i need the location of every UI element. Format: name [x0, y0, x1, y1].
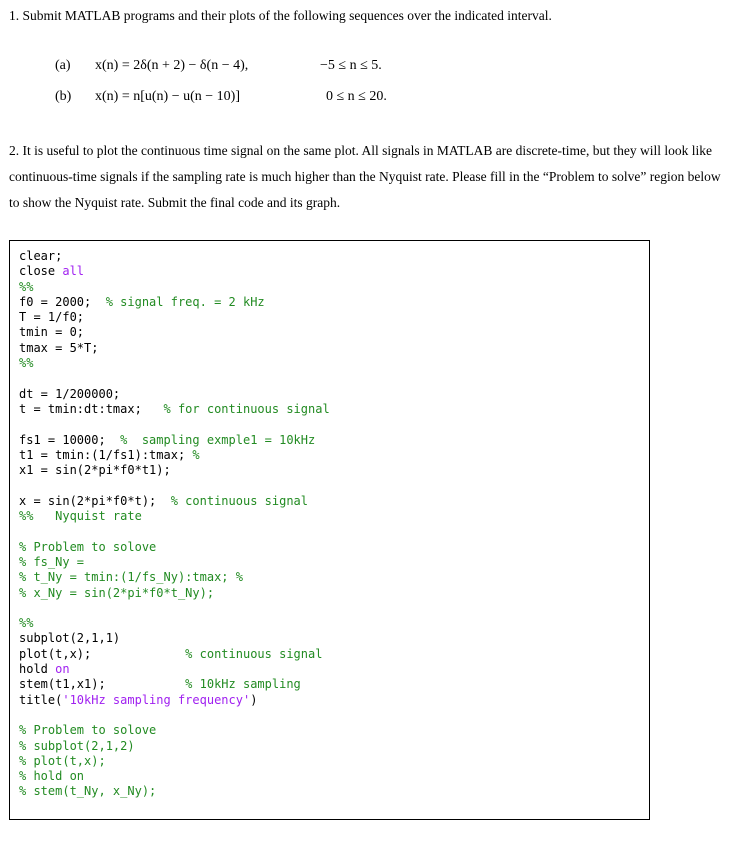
code-text: clear;: [19, 249, 63, 263]
code-line: [19, 708, 330, 723]
code-text: tmax = 5*T;: [19, 340, 99, 355]
code-text: hold: [19, 662, 56, 677]
code-line: [19, 754, 330, 769]
code-text: stem(t1,x1);: [19, 677, 186, 692]
code-text: x1 = sin(2*pi*f0*t1);: [19, 463, 171, 478]
code-line: [19, 540, 330, 555]
code-line: [19, 647, 330, 662]
code-comment: %%: [19, 616, 34, 631]
code-keyword: all: [62, 264, 85, 279]
question-1-text: 1. Submit MATLAB programs and their plots of the following sequences over the indicated interval.: [9, 8, 552, 23]
code-comment: %: [192, 447, 200, 462]
code-text: dt = 1/200000;: [19, 386, 121, 401]
equation-b-formula: x(n) = n[u(n) − u(n − 10)]: [95, 89, 240, 104]
code-line: [19, 570, 330, 585]
code-line: [19, 723, 330, 738]
code-line: [19, 402, 330, 417]
code-comment: % signal freq. = 2 kHz: [105, 294, 265, 309]
code-text: plot(t,x);: [19, 646, 186, 661]
code-text: subplot(2,1,1): [19, 631, 121, 646]
code-line: [19, 280, 330, 295]
code-line: [19, 601, 330, 616]
code-line: [19, 310, 330, 325]
code-line: [19, 739, 330, 754]
code-text: t1 = tmin:(1/fs1):tmax;: [19, 447, 193, 462]
code-text: title(: [19, 692, 63, 707]
code-comment: %%: [19, 356, 34, 371]
code-text: x = sin(2*pi*f0*t);: [19, 493, 171, 508]
equation-a: [48, 42, 382, 74]
code-line: [19, 616, 330, 631]
code-line: [19, 631, 330, 646]
code-comment: % subplot(2,1,2): [19, 738, 135, 753]
code-comment: % x_Ny = sin(2*pi*f0*t_Ny);: [19, 585, 215, 600]
code-line: [19, 463, 330, 478]
code-line: [19, 784, 330, 799]
code-line: [19, 249, 330, 264]
code-line: [19, 677, 330, 692]
code-keyword: on: [55, 662, 70, 677]
code-box: [9, 240, 650, 820]
code-comment: % stem(t_Ny, x_Ny);: [19, 784, 157, 799]
code-comment: % sampling exmple1 = 10kHz: [120, 432, 316, 447]
equation-b-range: 0 ≤ n ≤ 20.: [326, 89, 387, 104]
code-comment: % for continuous signal: [163, 401, 330, 416]
code-line: [19, 341, 330, 356]
code-line: [19, 433, 330, 448]
code-line: [19, 555, 330, 570]
code-comment: % continuous signal: [170, 493, 308, 508]
code-line: [19, 448, 330, 463]
equation-b: [48, 73, 387, 105]
code-comment: % t_Ny = tmin:(1/fs_Ny):tmax; %: [19, 570, 243, 585]
code-line: [19, 295, 330, 310]
code-text: tmin = 0;: [19, 325, 85, 340]
code-line: [19, 769, 330, 784]
code-comment: % 10kHz sampling: [185, 677, 301, 692]
code-line: [19, 325, 330, 340]
code-line: [19, 494, 330, 509]
code-text: f0 = 2000;: [19, 294, 106, 309]
equation-a-formula: x(n) = 2δ(n + 2) − δ(n − 4),: [95, 58, 249, 73]
code-comment: % Problem to solove: [19, 723, 157, 738]
code-line: [19, 387, 330, 402]
code-line: [19, 264, 330, 279]
code-listing: [19, 249, 330, 800]
code-comment: % Problem to solove: [19, 539, 157, 554]
equation-a-label: (a): [55, 58, 71, 73]
code-line: [19, 662, 330, 677]
code-line: [19, 693, 330, 708]
question-2-text: 2. It is useful to plot the continuous time signal on the same plot. All signals in MATLAB are discrete-time, but they will look like continuous-time signals if the sampling rate is much higher than the Nyquist rate. Please fill in the “Problem to solve” region below to show the Nyquist rate. Submit the final code and its graph.: [9, 143, 721, 210]
code-keyword: '10kHz sampling frequency': [62, 692, 251, 707]
code-line: [19, 356, 330, 371]
code-line: [19, 524, 330, 539]
equation-a-range: −5 ≤ n ≤ 5.: [320, 58, 382, 73]
code-text: ): [250, 692, 258, 707]
code-line: [19, 509, 330, 524]
code-line: [19, 417, 330, 432]
code-comment: % continuous signal: [185, 646, 323, 661]
code-line: [19, 478, 330, 493]
code-comment: % fs_Ny =: [19, 554, 85, 569]
code-line: [19, 371, 330, 386]
code-comment: % hold on: [19, 769, 85, 784]
code-comment: %% Nyquist rate: [19, 509, 142, 524]
code-text: fs1 = 10000;: [19, 432, 121, 447]
code-line: [19, 586, 330, 601]
code-text: T = 1/f0;: [19, 310, 85, 325]
equation-b-label: (b): [55, 89, 72, 104]
code-comment: %%: [19, 279, 34, 294]
code-text: t = tmin:dt:tmax;: [19, 401, 164, 416]
code-text: close: [19, 264, 63, 279]
code-comment: % plot(t,x);: [19, 753, 106, 768]
